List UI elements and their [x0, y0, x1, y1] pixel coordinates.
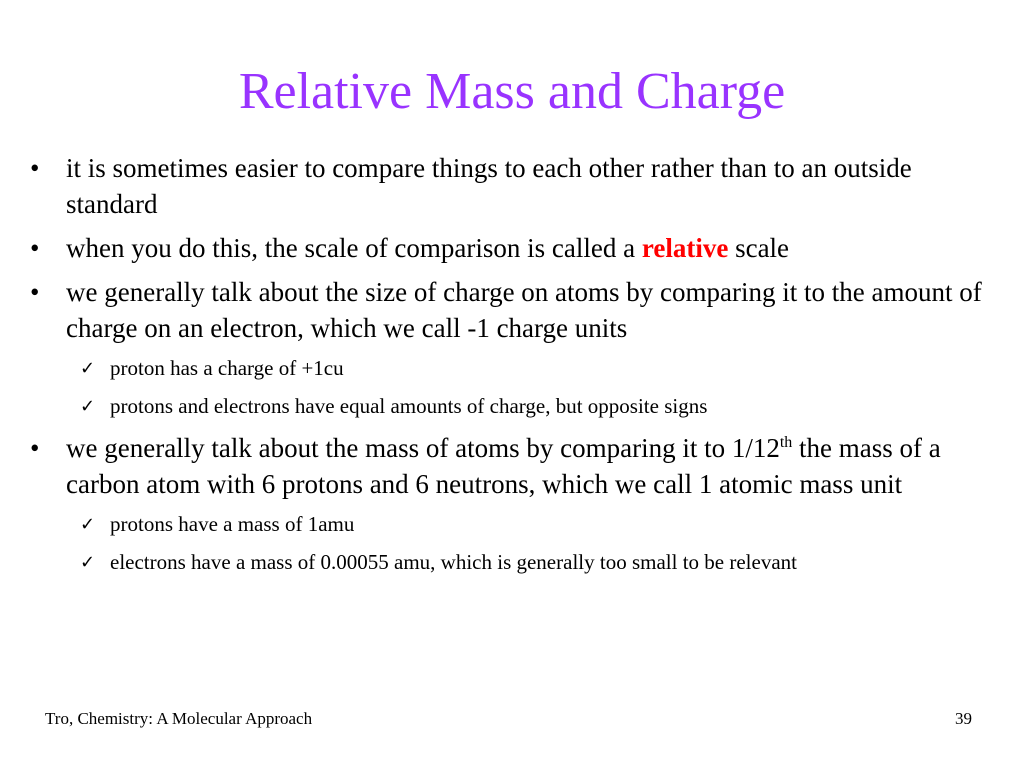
- sub-bullet-item: [30, 548, 995, 577]
- bullet-text: it is sometimes easier to compare things to each other rather than to an outside standard: [66, 153, 912, 219]
- slide-title: Relative Mass and Charge: [238, 63, 786, 120]
- sub-bullet-text: protons and electrons have equal amounts of charge, but opposite signs: [110, 394, 708, 418]
- sub-bullet-text: electrons have a mass of 0.00055 amu, which is generally too small to be relevant: [110, 550, 797, 574]
- bullet-item: [30, 230, 995, 266]
- bullet-text: we generally talk about the mass of atoms by comparing it to 1/12: [66, 433, 780, 463]
- superscript: th: [779, 434, 793, 451]
- bullet-text: when you do this, the scale of comparison is called a: [66, 233, 642, 263]
- bullet-dot-icon: •: [30, 233, 40, 263]
- sub-bullet-text: protons have a mass of 1amu: [110, 512, 355, 536]
- bullet-item: [30, 150, 995, 222]
- sub-bullet-item: [30, 510, 995, 539]
- slide-content: [30, 150, 995, 586]
- checkmark-icon: ✓: [80, 396, 96, 417]
- bullet-dot-icon: •: [30, 277, 40, 307]
- checkmark-icon: ✓: [80, 514, 96, 535]
- bullet-dot-icon: •: [30, 433, 40, 463]
- sub-bullet-text: proton has a charge of +1cu: [110, 356, 344, 380]
- checkmark-icon: ✓: [80, 358, 96, 379]
- footer-source: Tro, Chemistry: A Molecular Approach: [45, 709, 313, 728]
- bullet-text: we generally talk about the size of charge on atoms by comparing it to the amount of charge on an electron, which we call -1 charge units: [66, 277, 982, 343]
- highlight-term: relative: [641, 233, 729, 263]
- bullet-dot-icon: •: [30, 153, 40, 183]
- bullet-item: [30, 430, 995, 502]
- bullet-item: [30, 274, 995, 346]
- sub-bullet-item: [30, 354, 995, 383]
- checkmark-icon: ✓: [80, 552, 96, 573]
- page-number: 39: [955, 709, 972, 728]
- sub-bullet-item: [30, 392, 995, 421]
- bullet-text-end: scale: [728, 233, 790, 263]
- bullet-text-end: the mass of a carbon atom with 6 protons and 6 neutrons, which we call 1 atomic mass unit: [66, 433, 941, 499]
